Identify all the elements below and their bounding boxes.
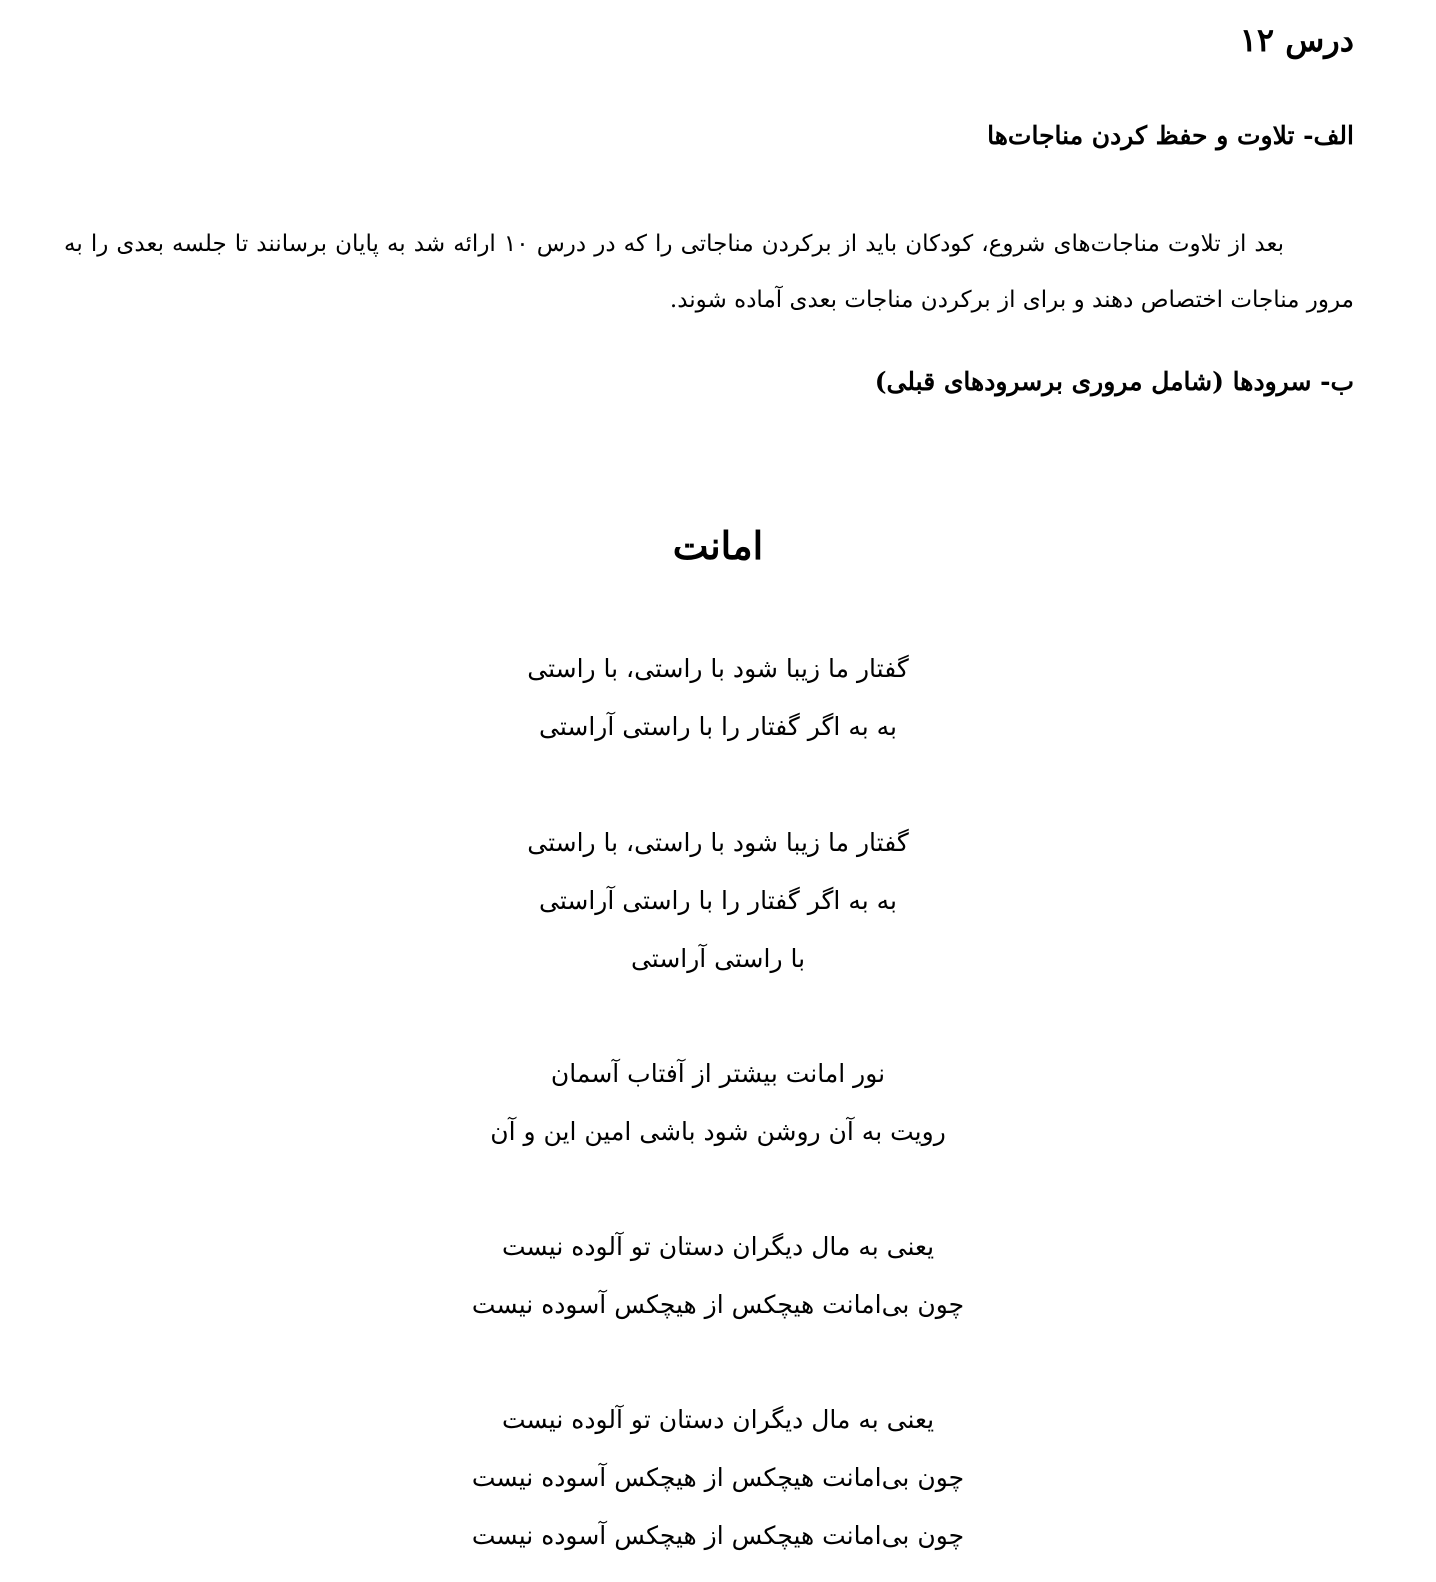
poem-line: چون بی‌امانت هیچکس از هیچکس آسوده نیست	[471, 1290, 965, 1319]
poem-stanza-4	[0, 1218, 1436, 1334]
poem-line: یعنی به مال دیگران دستان تو آلوده نیست	[501, 1405, 935, 1434]
poem-line: گفتار ما زیبا شود با راستی، با راستی	[527, 828, 909, 857]
poem-line: چون بی‌امانت هیچکس از هیچکس آسوده نیست	[471, 1463, 965, 1492]
section-a-paragraph: بعد از تلاوت مناجات‌های شروع، کودکان باید از برکردن مناجاتی را که در درس ۱۰ ارائه شد به پایان برسانند تا جلسه بعدی را به مرور مناجات اختصاص دهند و برای از برکردن مناجات بعدی آماده شوند.	[64, 231, 1354, 313]
poem-stanza-2	[0, 814, 1436, 988]
poem-line: گفتار ما زیبا شود با راستی، با راستی	[527, 654, 909, 683]
section-a-heading: الف- تلاوت و حفظ کردن مناجات‌ها	[987, 121, 1354, 150]
poem-stanza-5	[0, 1391, 1436, 1565]
poem-line: به به اگر گفتار را با راستی آراستی	[538, 712, 897, 741]
poem-line: نور امانت بیشتر از آفتاب آسمان	[550, 1059, 886, 1088]
poem-line: یعنی به مال دیگران دستان تو آلوده نیست	[501, 1232, 935, 1261]
lesson-title: درس ۱۲	[1239, 21, 1354, 59]
poem-title: امانت	[672, 523, 764, 568]
poem-line: به به اگر گفتار را با راستی آراستی	[538, 886, 897, 915]
poem-line: با راستی آراستی	[630, 944, 806, 973]
section-b-heading: ب- سرودها (شامل مروری برسرودهای قبلی)	[874, 367, 1354, 396]
poem-line: چون بی‌امانت هیچکس از هیچکس آسوده نیست	[471, 1521, 965, 1550]
poem-line: رویت به آن روشن شود باشی امین این و آن	[490, 1117, 946, 1146]
poem-stanza-1	[0, 640, 1436, 756]
poem-stanza-3	[0, 1045, 1436, 1161]
